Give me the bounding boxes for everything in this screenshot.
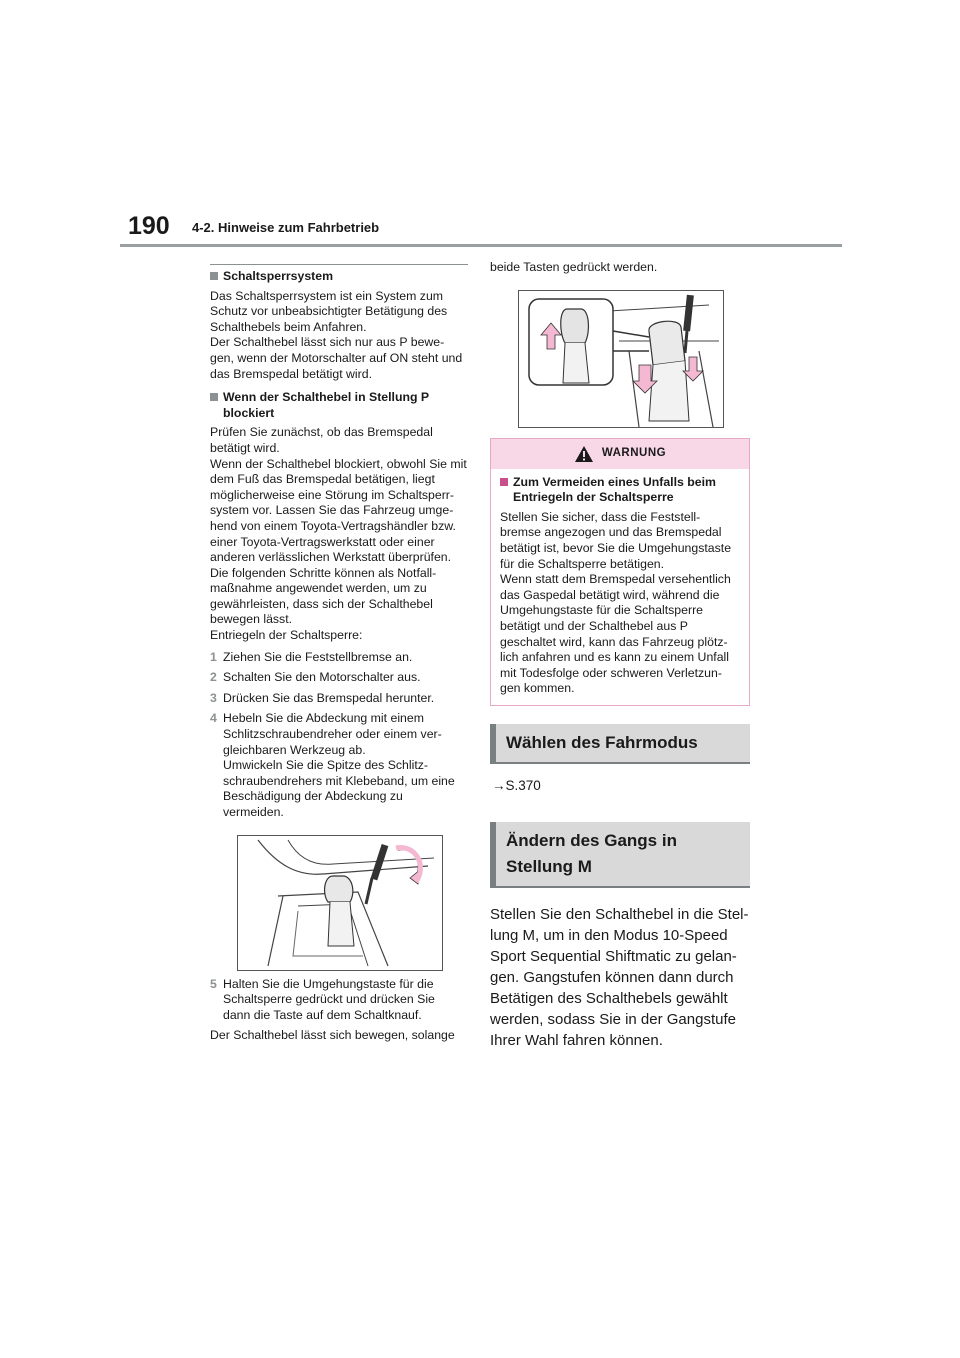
bullet-square-icon — [210, 393, 218, 401]
header-divider — [120, 244, 842, 247]
bullet-square-icon — [210, 272, 218, 280]
list-item — [210, 691, 468, 707]
warning-title: Zum Vermeiden eines Unfalls beim Entriegeln der Schaltsperre — [513, 474, 716, 505]
paragraph: Prüfen Sie zunächst, ob das Bremspedal betätigt wird. Wenn der Schalthebel blockiert, obwohl Sie mit dem Fuß das Bremspedal betätigen, liegt möglicherweise eine Störung im Schaltsperr-system vor. Lassen Sie das Fahrzeug umge-hend von einem Toyota-Vertragshändler bzw. einer Toyota-Vertragswerkstatt oder einer anderen verlässlichen Werkstatt überprüfen. Die folgenden Schritte können als Notfall-maßnahme angewendet werden, um zu gewährleisten, dass sich der Schalthebel bewegen lässt. Entriegeln der Schaltsperre: — [210, 425, 467, 643]
step-number: 1 — [210, 649, 217, 664]
step-number: 3 — [210, 690, 217, 705]
paragraph: Der Schalthebel lässt sich bewegen, solange — [210, 1028, 455, 1043]
bypass-button-illustration — [518, 290, 724, 428]
section-heading: Wählen des Fahrmodus — [490, 724, 750, 764]
page-reference: →S.370 — [492, 777, 541, 793]
subsection-title: Wenn der Schalthebel in Stellung P blockiert — [223, 390, 429, 420]
step-text: Schalten Sie den Motorschalter aus. — [223, 670, 421, 685]
subsection-title: Schaltsperrsystem — [223, 269, 334, 283]
subsection-heading — [210, 269, 468, 285]
warning-text: Stellen Sie sicher, dass die Feststell-bremse angezogen und das Bremspedal betätigt ist, bevor Sie die Umgehungstaste für die Schaltsperre betätigen. Wenn statt dem Bremspedal versehentlich das Gaspedal betätigt wird, während die Umgehungstaste für die Schaltsperre betätigt und der Schalthebel aus P geschaltet wird, kann das Fahrzeug plötz-lich anfahren und es kann zu einem Unfall mit Todesfolge oder schweren Verletzun-gen kommen. — [500, 509, 732, 696]
step-number: 2 — [210, 670, 217, 685]
paragraph: Das Schaltsperrsystem ist ein System zum Schutz vor unbeabsichtigter Betätigung des Schalthebels beim Anfahren. Der Schalthebel lässt sich nur aus P bewe-gen, wenn der Motorschalter auf ON steht und das Bremspedal betätigt wird. — [210, 288, 463, 381]
warning-triangle-icon — [574, 445, 594, 463]
step-text: Ziehen Sie die Feststellbremse an. — [223, 649, 413, 664]
page-number: 190 — [128, 212, 170, 240]
warning-label: WARNUNG — [601, 446, 667, 459]
step-number: 5 — [210, 976, 217, 991]
step-text: Halten Sie die Umgehungstaste für die Schaltsperre gedrückt und drücken Sie dann die Taste auf dem Schaltknauf. — [223, 976, 435, 1022]
step-number: 4 — [210, 711, 217, 726]
bullet-square-icon — [500, 478, 508, 486]
list-item — [210, 977, 468, 1024]
list-item — [210, 711, 468, 820]
list-item — [210, 670, 468, 686]
warning-body — [491, 469, 749, 705]
warning-subheading — [500, 475, 741, 506]
subsection-heading — [210, 390, 468, 421]
step-text: Drücken Sie das Bremspedal herunter. — [223, 690, 435, 705]
shifter-pry-illustration — [237, 835, 443, 971]
warning-header — [491, 439, 749, 469]
right-column — [490, 260, 752, 1051]
paragraph: Stellen Sie den Schalthebel in die Stel-lung M, um in den Modus 10-Speed Sport Sequential Shiftmatic zu gelan-gen. Gangstufen können dann durch Betätigen des Schalthebels gewählt werden, sodass Sie in der Gangstufe Ihrer Wahl fahren können. — [490, 905, 749, 1049]
section-heading: Ändern des Gangs in Stellung M — [490, 822, 750, 888]
step-text: Hebeln Sie die Abdeckung mit einem Schlitzschraubendreher oder einem ver-gleichbaren Werkzeug ab. Umwickeln Sie die Spitze des Schlitz-schraubendrehers mit Klebeband, um eine Beschädigung der Abdeckung zu vermeiden. — [223, 711, 455, 819]
warning-box — [490, 438, 750, 706]
paragraph: beide Tasten gedrückt werden. — [490, 260, 658, 274]
chapter-title: 4-2. Hinweise zum Fahrbetrieb — [192, 220, 380, 235]
subsection-divider — [210, 264, 468, 265]
list-item — [210, 650, 468, 666]
left-column — [210, 264, 468, 1050]
